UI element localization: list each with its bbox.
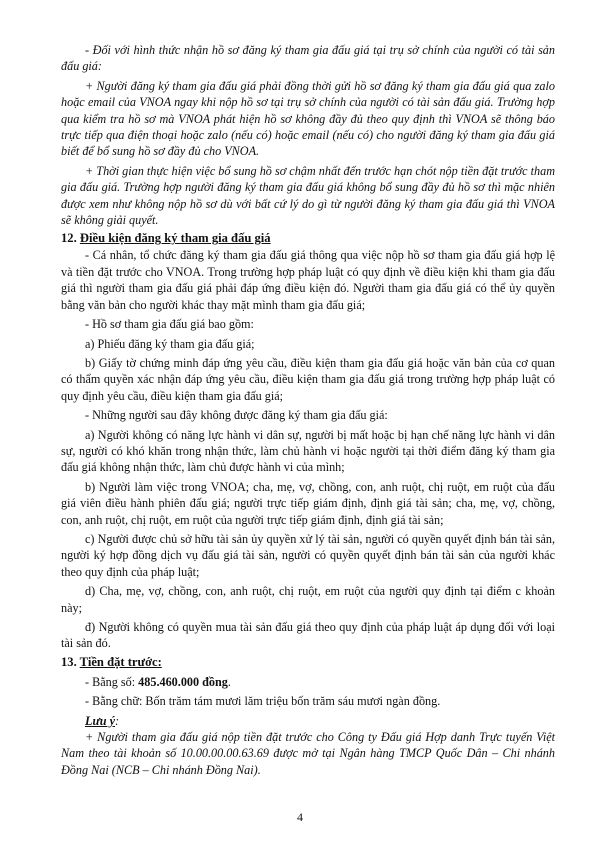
section-13-title: Tiền đặt trước: [79, 654, 162, 669]
intro-paragraph-1: - Đối với hình thức nhận hồ sơ đăng ký tham gia đấu giá tại trụ sở chính của người có tài sản đấu giá: [61, 43, 555, 74]
section-12-exclusion-a: a) Người không có năng lực hành vi dân sự, người bị mất hoặc bị hạn chế năng lực hành vi dân sự, người có khó khăn trong nhận thức, làm chủ hành vi hoặc người tại thời điểm đăng ký tham gia đấu giá không nhận thức, làm chủ được hành vi của mình; [61, 427, 555, 475]
deposit-amount-label: - Bằng số: [85, 674, 139, 689]
section-12-heading [61, 230, 555, 247]
section-12-exclusion-c: c) Người được chủ sở hữu tài sản ủy quyền xử lý tài sản, người có quyền quyết định bán tài sản, người ký hợp đồng dịch vụ đấu giá tài sản, người có quyền quyết định bán tài sản của người khác theo quy định của pháp luật; [61, 531, 555, 579]
section-13-heading [61, 654, 555, 671]
section-12-exclusion-dd: đ) Người không có quyền mua tài sản đấu giá theo quy định của pháp luật áp dụng đối với loại tài sản đó. [61, 620, 555, 651]
note-label: Lưu ý [85, 713, 115, 728]
deposit-amount-value: 485.460.000 đồng [138, 674, 228, 689]
deposit-amount-words: - Bằng chữ: Bốn trăm tám mươi lăm triệu bốn trăm sáu mươi ngàn đồng. [85, 694, 441, 709]
section-13-number: 13. [61, 654, 77, 669]
section-12-exclusion-d: d) Cha, mẹ, vợ, chồng, con, anh ruột, chị ruột, em ruột của người quy định tại điểm c khoản này; [61, 584, 555, 615]
section-12-title: Điều kiện đăng ký tham gia đấu giá [79, 231, 271, 246]
section-12-paragraph-2: - Hồ sơ tham gia đấu giá bao gồm: [85, 317, 254, 332]
section-12-item-b: b) Giấy tờ chứng minh đáp ứng yêu cầu, điều kiện tham gia đấu giá hoặc văn bản của cơ quan có thẩm quyền xác nhận đáp ứng yêu cầu, điều kiện tham gia đấu giá trong trường hợp pháp luật có quy định yêu cầu, điều kiện tham gia đấu giá; [61, 355, 555, 403]
section-12-number: 12. [61, 231, 77, 246]
note-text: + Người tham gia đấu giá nộp tiền đặt trước cho Công ty Đấu giá Hợp danh Trực tuyến Việt Nam theo tài khoản số 10.00.00.00.63.69 được mở tại Ngân hàng TMCP Quốc Dân – Chi nhánh Đồng Nai (NCB – Chi nhánh Đồng Nai). [61, 730, 555, 777]
note-colon: : [114, 713, 120, 728]
deposit-amount-end: . [227, 674, 231, 689]
section-12-exclusion-b: b) Người làm việc trong VNOA; cha, mẹ, vợ, chồng, con, anh ruột, chị ruột, em ruột của đấu giá viên điều hành phiên đấu giá; người trực tiếp giám định, định giá tài sản; cha, mẹ, vợ, chồng, con, anh ruột, chị ruột, em ruột của người trực tiếp giám định, định giá tài sản; [61, 479, 555, 527]
section-12-paragraph-exclusions: - Những người sau đây không được đăng ký tham gia đấu giá: [85, 408, 388, 423]
page-number: 4 [297, 810, 303, 824]
document-page [61, 42, 555, 778]
deposit-amount-line [61, 674, 555, 690]
note-heading [61, 713, 555, 729]
intro-paragraph-2: + Người đăng ký tham gia đấu giá phải đồng thời gửi hồ sơ đăng ký tham gia đấu giá qua zalo hoặc email của VNOA ngay khi nộp hồ sơ tại trụ sở chính của người có tài sản đấu giá. Trường hợp qua kiểm tra hồ sơ mà VNOA phát hiện hồ sơ không đầy đủ theo quy định thì VNOA sẽ thông báo trực tiếp qua điện thoại hoặc zalo (nếu có) hoặc email (nếu có) cho người đăng ký tham gia đấu giá biết để bổ sung hồ sơ đầy đủ cho VNOA. [61, 78, 555, 159]
section-12-paragraph-1: - Cá nhân, tổ chức đăng ký tham gia đấu giá thông qua việc nộp hồ sơ tham gia đấu giá hợp lệ và tiền đặt trước cho VNOA. Trong trường hợp pháp luật có quy định về điều kiện khi tham gia đấu giá thì người tham gia đấu giá phải đáp ứng điều kiện đó. Người tham gia đấu giá có thể ủy quyền bằng văn bản cho người khác thay mặt mình tham gia đấu giá; [61, 248, 555, 312]
intro-paragraph-3: + Thời gian thực hiện việc bổ sung hồ sơ chậm nhất đến trước hạn chót nộp tiền đặt trước tham gia đấu giá. Trường hợp người đăng ký tham gia đấu giá không bổ sung đầy đủ hồ sơ thì mặc nhiên được xem như không nộp hồ sơ dù với bất cứ lý do gì từ người đăng ký tham gia đấu giá thì VNOA sẽ không giải quyết. [61, 163, 555, 228]
section-12-item-a: a) Phiếu đăng ký tham gia đấu giá; [85, 336, 255, 351]
